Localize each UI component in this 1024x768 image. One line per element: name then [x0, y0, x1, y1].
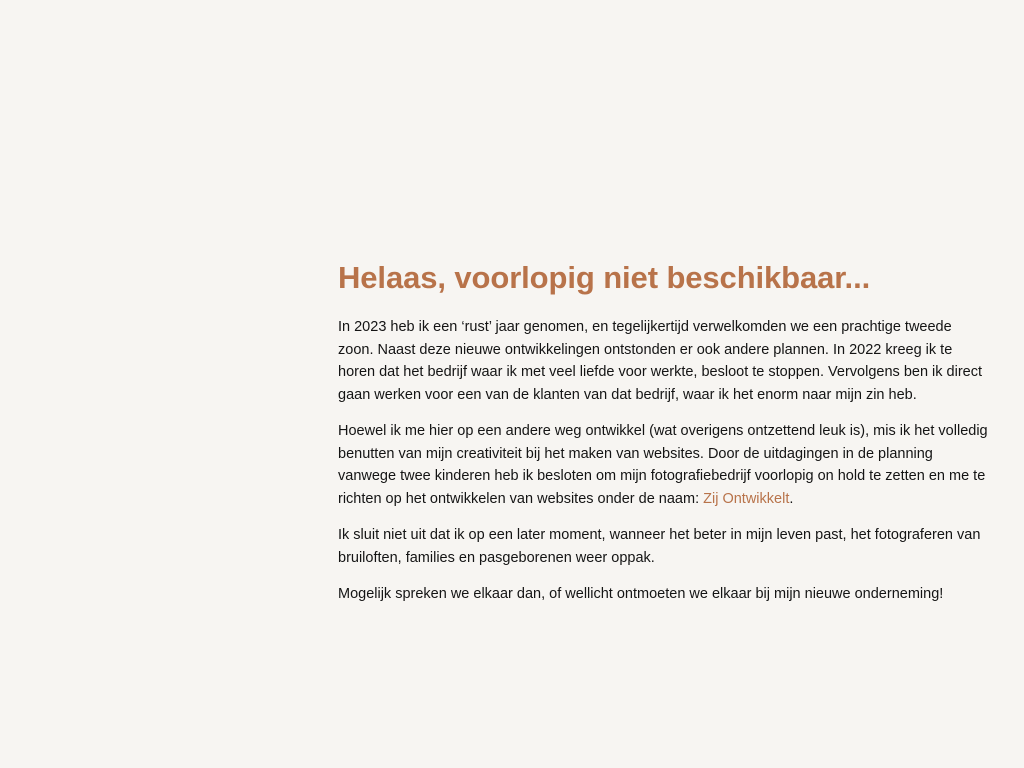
page-title: Helaas, voorlopig niet beschikbaar...: [338, 260, 871, 295]
zij-ontwikkelt-link[interactable]: Zij Ontwikkelt: [703, 490, 790, 507]
paragraph-development: [338, 420, 988, 510]
paragraph-future: Ik sluit niet uit dat ik op een later moment, wanneer het beter in mijn leven past, het fotograferen van bruiloften, families en pasgeborenen weer oppak.: [338, 527, 981, 566]
paragraph-closing: Mogelijk spreken we elkaar dan, of wellicht ontmoeten we elkaar bij mijn nieuwe onderneming!: [338, 586, 944, 602]
link-suffix: .: [789, 490, 794, 507]
paragraph-development-text: Hoewel ik me hier op een andere weg ontwikkel (wat overigens ontzettend leuk is), mis ik het volledig benutten van mijn creativiteit bij het maken van websites. Door de uitdagingen in de planning vanwege twee kinderen heb ik besloten om mijn fotografiebedrijf voorlopig on hold te zetten en me te richten op het ontwikkelen van websites onder de naam:: [338, 423, 988, 507]
main-content: [338, 258, 988, 620]
paragraph-intro: In 2023 heb ik een ‘rust’ jaar genomen, en tegelijkertijd verwelkomden we een prachtige tweede zoon. Naast deze nieuwe ontwikkelingen ontstonden er ook andere plannen. In 2022 kreeg ik te horen dat het bedrijf waar ik met veel liefde voor werkte, besloot te stoppen. Vervolgens ben ik direct gaan werken voor een van de klanten van dat bedrijf, waar ik het enorm naar mijn zin heb.: [338, 319, 982, 403]
